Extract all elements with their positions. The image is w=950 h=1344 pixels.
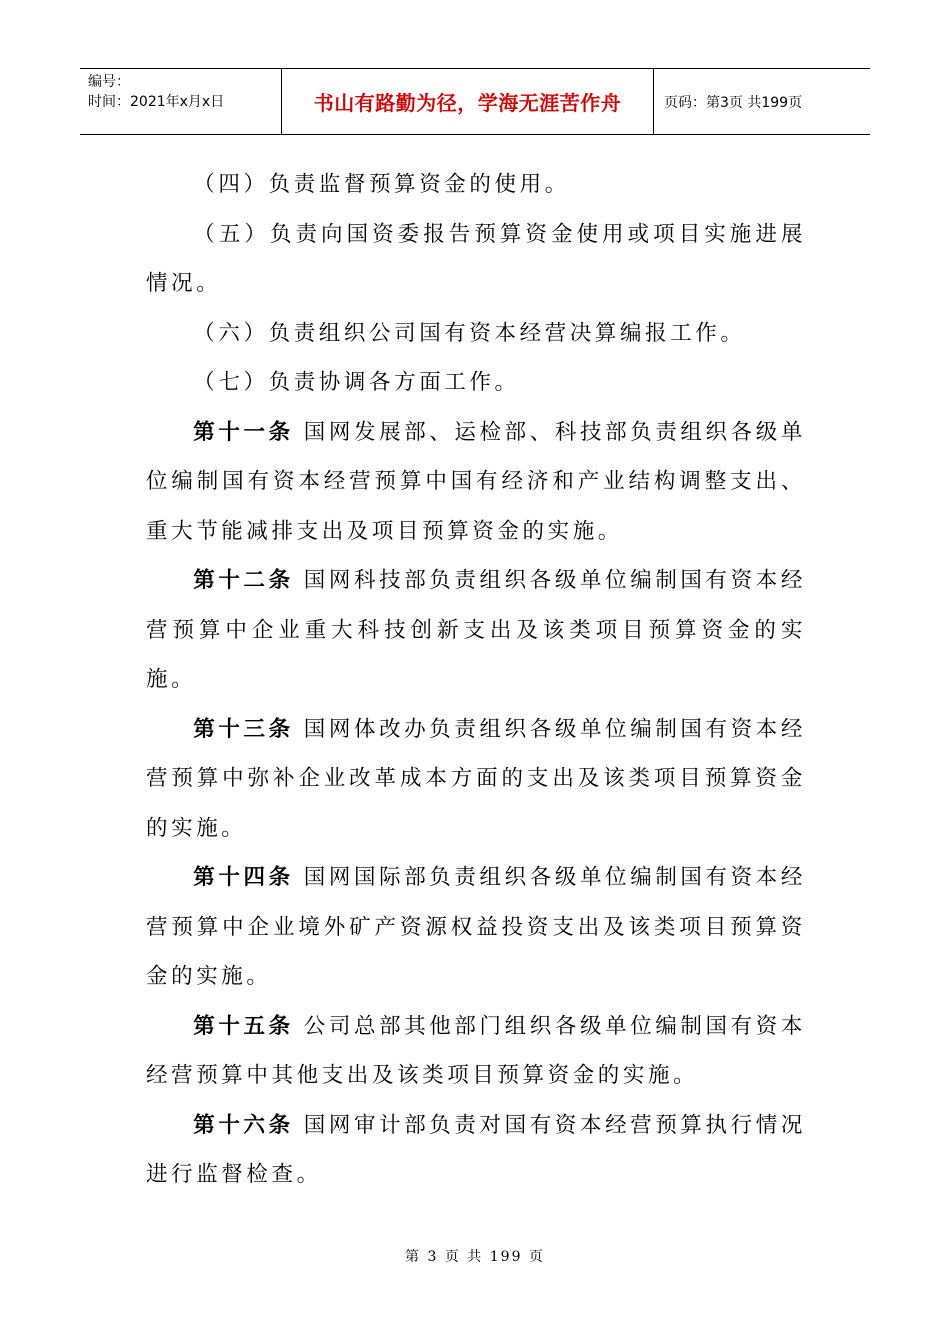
article-paragraph: [146, 1101, 806, 1200]
article-paragraph: [146, 705, 806, 854]
paragraph-text: 国网国际部负责组织各级单位编制国有资本经营预算中企业境外矿产资源权益投资支出及该类项目预算资金的实施。: [146, 865, 806, 989]
paragraph-text: （六）负责组织公司国有资本经营决算编报工作。: [193, 320, 746, 346]
paragraph-text: 国网发展部、运检部、科技部负责组织各级单位编制国有资本经营预算中国有经济和产业结构调整支出、重大节能减排支出及项目预算资金的实施。: [146, 419, 806, 544]
header-motto: 书山有路勤为径，学海无涯苦作舟: [282, 69, 654, 134]
article-paragraph: [146, 556, 806, 705]
header-page-info: 页码：第3页 共199页: [664, 94, 803, 111]
paragraph-text: 国网科技部负责组织各级单位编制国有资本经营预算中企业重大科技创新支出及该类项目预算资金的实施。: [146, 568, 806, 692]
article-number: 第十六条: [193, 1112, 294, 1138]
page-footer: 第 3 页 共 199 页: [405, 1249, 545, 1265]
article-number: 第十五条: [193, 1013, 294, 1039]
paragraph-text: （五）负责向国资委报告预算资金使用或项目实施进展情况。: [146, 221, 806, 296]
paragraph: [146, 160, 806, 210]
page-header: [80, 68, 870, 135]
paragraph-text: 国网体改办负责组织各级单位编制国有资本经营预算中弥补企业改革成本方面的支出及该类项目预算资金的实施。: [146, 716, 806, 841]
paragraph-text: （七）负责协调各方面工作。: [193, 370, 520, 395]
article-paragraph: [146, 408, 806, 557]
paragraph-text: 国网审计部负责对国有资本经营预算执行情况进行监督检查。: [146, 1112, 806, 1187]
article-number: 第十二条: [193, 568, 294, 593]
article-number: 第十四条: [193, 865, 294, 890]
document-time-label: 时间：2021年x月x日: [88, 94, 225, 110]
paragraph: [146, 358, 806, 408]
article-paragraph: [146, 853, 806, 1002]
document-number-label: 编号：: [88, 74, 130, 90]
header-meta: [80, 69, 282, 134]
article-number: 第十一条: [193, 419, 294, 445]
article-number: 第十三条: [193, 716, 294, 742]
document-body: [146, 160, 806, 1200]
paragraph-text: 公司总部其他部门组织各级单位编制国有资本经营预算中其他支出及该类项目预算资金的实施。: [146, 1013, 806, 1088]
paragraph-text: （四）负责监督预算资金的使用。: [193, 172, 570, 197]
paragraph: [146, 210, 806, 309]
article-paragraph: [146, 1002, 806, 1101]
paragraph: [146, 309, 806, 359]
